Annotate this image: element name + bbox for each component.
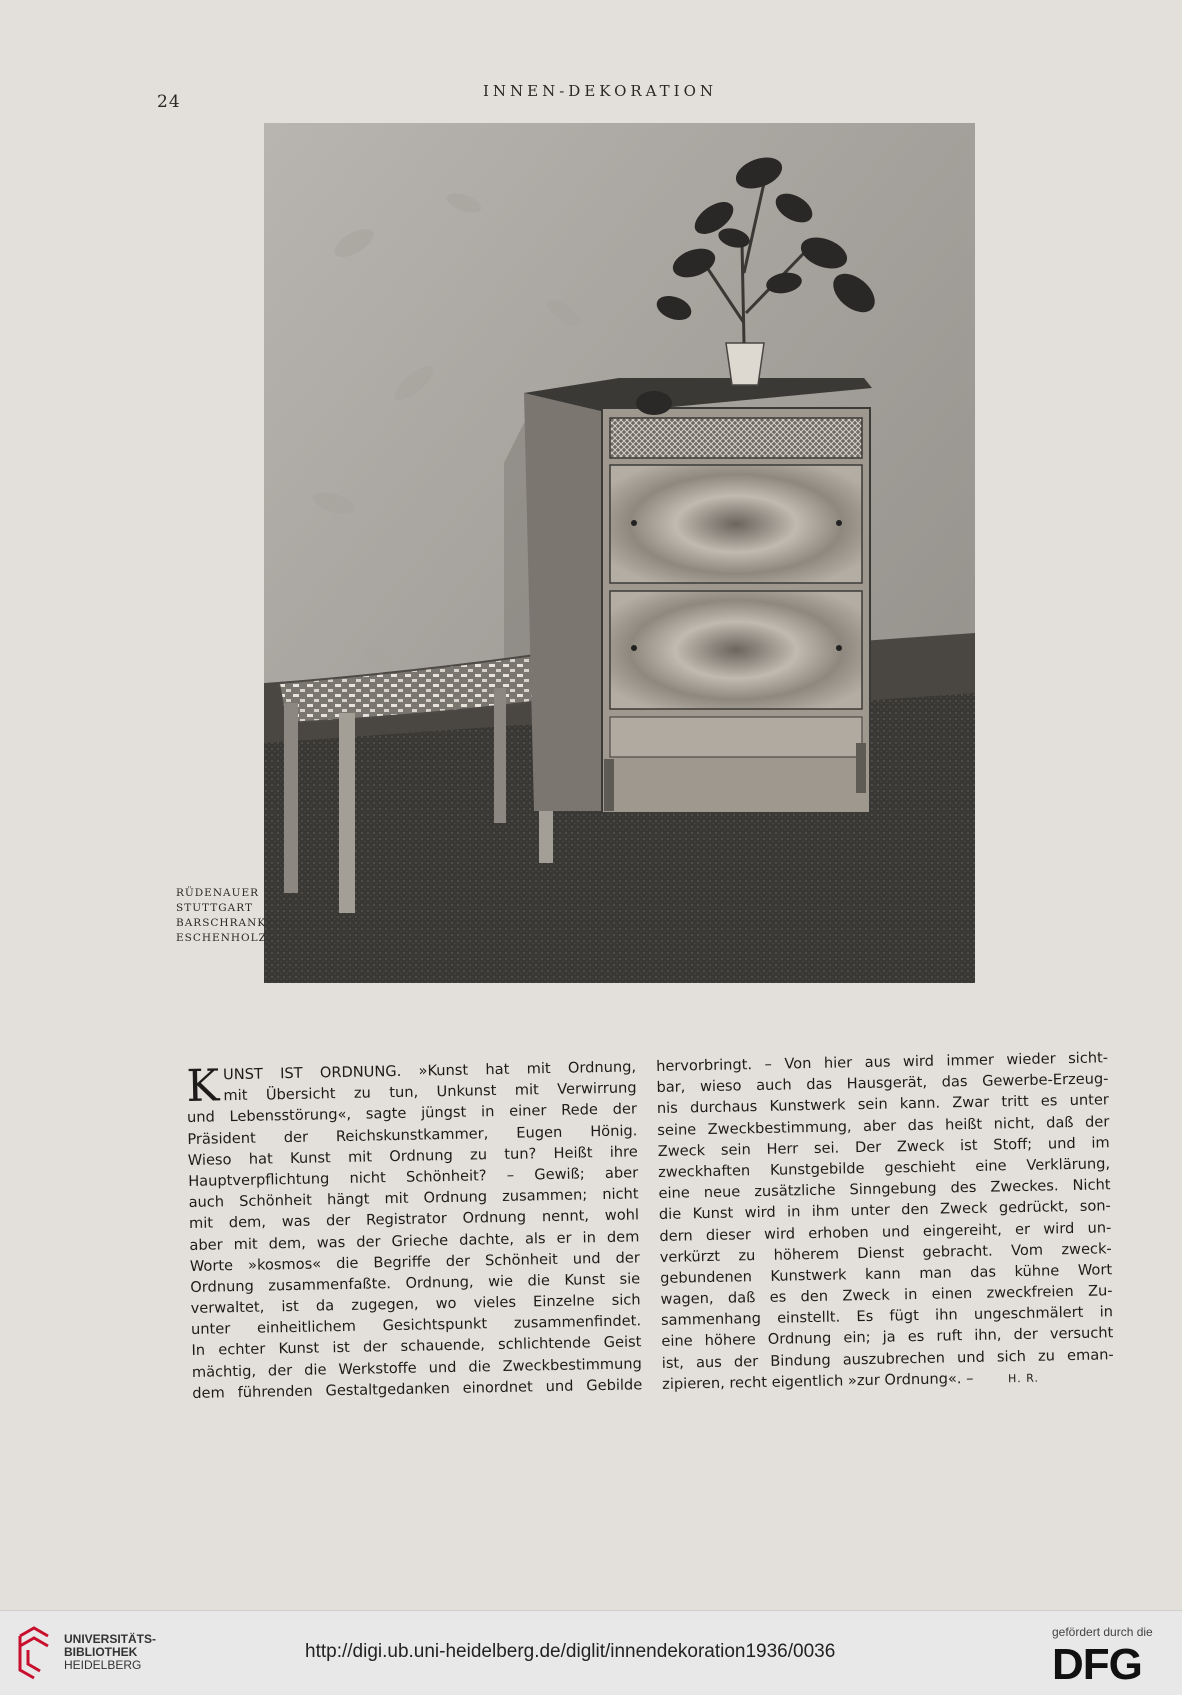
text-line: mit dem, was der Registrator Ordnung nennt, wohl xyxy=(188,1206,640,1233)
permalink-url[interactable]: http://digi.ub.uni-heidelberg.de/diglit/innendekoration1936/0036 xyxy=(305,1641,836,1662)
footer-bar xyxy=(0,1610,1182,1695)
article-text xyxy=(186,1047,1113,1425)
text-line: dem führenden Gestaltgedanken einordnet und Gebilde xyxy=(192,1376,643,1402)
text-line: eine höhere Ordnung ein; ja es ruft ihn, der versucht xyxy=(661,1324,1114,1351)
caption-line: ESCHENHOLZ xyxy=(176,932,267,944)
caption-line: RÜDENAUER xyxy=(176,887,260,899)
text-line: Zweck sein Herr sei. Der Zweck ist Stoff; und im xyxy=(657,1134,1110,1160)
text-line: In echter Kunst ist der schauende, schlichtende Geist xyxy=(191,1333,642,1360)
text-line: eine neue zusätzliche Sinngebung des Zweckes. Nicht xyxy=(658,1176,1111,1203)
text-line: nis durchaus Kunstwerk sein kann. Zwar tritt es unter xyxy=(656,1091,1110,1118)
author-signature: H. R. xyxy=(1007,1371,1040,1386)
text-line: unter einheitlichem Gesichtspunkt zusammenfindet. xyxy=(190,1312,642,1339)
funded-by-label: gefördert durch die xyxy=(1052,1625,1153,1639)
caption-line: BARSCHRANK xyxy=(176,917,267,929)
university-library-name[interactable] xyxy=(64,1633,156,1672)
text-line: sammenhang einstellt. Es fügt ihn ungeschmälert in xyxy=(660,1303,1114,1330)
article-right-column xyxy=(656,1047,1114,1395)
text-line: verwaltet, ist da zugegen, wo vieles Einzelne sich xyxy=(190,1291,641,1318)
photo-illustration xyxy=(264,123,975,983)
text-line: zweckhaften Kunstgebilde geschieht eine Verklärung, xyxy=(657,1155,1111,1181)
text-line: Worte »kosmos« die Begriffe der Schönheit und der xyxy=(189,1249,640,1275)
text-line: die Kunst wird in ihm unter den Zweck gedrückt, son- xyxy=(658,1197,1112,1224)
cabinet xyxy=(524,378,872,813)
text-line: Präsident der Reichskunstkammer, Eugen Hönig. xyxy=(187,1121,638,1148)
text-line: Hauptverpflichtung nicht Schönheit? – Gewiß; aber xyxy=(188,1164,639,1190)
drop-cap: K xyxy=(185,1060,220,1112)
text-line: UNST IST ORDNUNG. »Kunst hat mit Ordnung, xyxy=(222,1058,637,1084)
library-line: BIBLIOTHEK xyxy=(64,1645,138,1659)
text-line: bar, wieso auch das Hausgerät, das Gewerbe-Erzeug- xyxy=(656,1070,1109,1097)
text-line: Wieso hat Kunst mit Ordnung zu tun? Heißt ihre xyxy=(187,1143,638,1169)
text-line: seine Zweckbestimmung, aber das heißt nicht, daß der xyxy=(657,1112,1110,1139)
text-line: mit Übersicht zu tun, Unkunst mit Verwirrung xyxy=(223,1079,637,1105)
text-line: dern dieser wird erhoben und eingereiht, er wird un- xyxy=(659,1218,1112,1245)
text-line: mächtig, der die Werkstoffe und die Zweckbestimmung xyxy=(191,1354,642,1381)
text-line: zipieren, recht eigentlich »zur Ordnung«. – xyxy=(662,1369,974,1393)
text-line: aber mit dem, was der Grieche dachte, als er in dem xyxy=(189,1227,640,1254)
library-line: UNIVERSITÄTS- xyxy=(64,1632,157,1646)
university-library-logo-icon[interactable] xyxy=(14,1624,54,1680)
library-line: HEIDELBERG xyxy=(64,1658,142,1672)
caption-line: STUTTGART xyxy=(176,902,253,914)
page-number: 24 xyxy=(157,92,181,112)
photograph-barschrank xyxy=(264,123,975,983)
text-line: hervorbringt. – Von hier aus wird immer wieder sicht- xyxy=(655,1049,1109,1075)
text-line: gebundenen Kunstwerk kann man das kühne Wort xyxy=(660,1261,1113,1287)
text-line: Ordnung zusammenfaßte. Ordnung, wie die Kunst sie xyxy=(190,1270,641,1296)
text-line: wagen, daß es den Zweck in einen zweckfreien Zu- xyxy=(660,1282,1113,1308)
text-line: und Lebensstörung«, sagte jüngst in einer Rede der xyxy=(186,1100,638,1127)
photo-caption xyxy=(176,886,272,946)
text-line: ist, aus der Bindung auszubrechen und sich zu eman- xyxy=(661,1345,1114,1372)
running-head: INNEN-DEKORATION xyxy=(482,82,718,100)
text-line: verkürzt zu höherem Dienst gebracht. Vom zweck- xyxy=(659,1239,1112,1266)
article-left-column xyxy=(186,1056,642,1404)
text-line: auch Schönheit hängt mit Ordnung zusammen; nicht xyxy=(188,1185,639,1212)
dfg-logo[interactable]: DFG xyxy=(1052,1640,1142,1689)
